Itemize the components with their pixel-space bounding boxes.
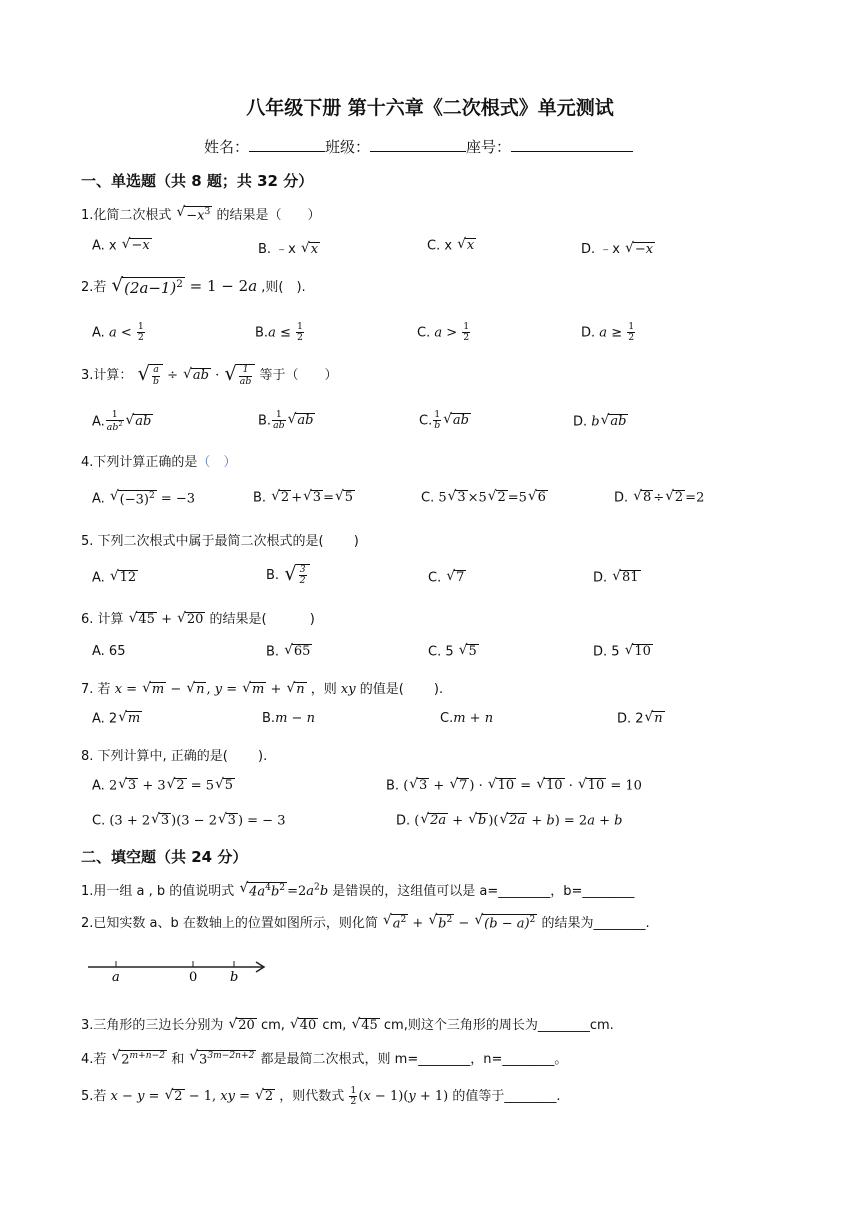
q6-option-b[interactable]: B. √ 65 [266,642,311,660]
label-a: a [112,970,120,985]
q2-option-a[interactable]: A. a < $\frac{1}{2}$ [92,321,144,344]
q2-option-b[interactable]: B.a ≤ $\frac{1}{2}$ [255,321,303,344]
student-info-line [204,136,633,157]
q6-option-a[interactable]: A. 65 [92,644,126,659]
formula: √ $(2a-1)^2$ [111,275,183,298]
q1-option-a[interactable]: A. x √ −x [92,236,150,254]
q7-option-c[interactable]: C.m + n [440,711,494,726]
q5-option-a[interactable]: A. √ 12 [92,568,137,586]
q4-option-a[interactable]: A. √ $(-3)^2$ = −3 [92,488,196,508]
question-7: 7. 若 x = √ m − √ n , y = √ m + √ n ，则 xy 的值是( ). [81,679,444,697]
formula: √ $-x^3$ [176,204,211,224]
q1-option-c[interactable]: C. x √ x [427,236,475,254]
fill-question-1: 1.用一组 a , b 的值说明式 √ $4a^4b^2$ $=2a^2b$ 是错误的，这组值可以是 a=________，b=________ [81,880,635,900]
q4-option-d[interactable]: D. √ 8 ÷ √ 2 =2 [614,488,705,506]
q2-option-d[interactable]: D. a ≥ $\frac{1}{2}$ [581,321,635,344]
q8-option-a[interactable]: A. 2 √ 3 + 3 √ 2 = 5 √ 5 [92,776,234,794]
q4-option-c[interactable]: C. 5 √ 3 ×5 √ 2 =5 √ 6 [421,488,546,506]
q7-option-a[interactable]: A. 2 √ m [92,709,141,727]
q7-option-b[interactable]: B.m − n [262,711,315,726]
name-blank[interactable] [249,137,325,152]
q3-option-d[interactable]: D. b √ ab [573,412,627,430]
label-zero: 0 [189,970,198,985]
question-8: 8. 下列计算中, 正确的是( ). [81,749,268,764]
q5-option-b[interactable]: B. √ $\frac{3}{2}$ [266,564,310,587]
q5-option-d[interactable]: D. √ 81 [593,568,639,586]
question-4: 4.下列计算正确的是（ ） [81,455,237,470]
q1-option-d[interactable]: D. ﹣x √ −x [581,239,654,257]
q3-option-c[interactable]: C. $\frac{1}{b}$ √ ab [419,409,469,432]
number-line-figure [88,955,268,985]
q6-option-d[interactable]: D. 5 √ 10 [593,642,651,660]
q4-option-b[interactable]: B. √ 2 + √ 3 = √ 5 [253,488,353,506]
label-b: b [230,970,239,985]
section-fill-blank: 二、填空题（共 24 分） [81,848,248,866]
class-blank[interactable] [370,137,466,152]
q3-option-a[interactable]: A. $\frac{1}{ab^2}$ √ ab [92,409,152,434]
q5-option-c[interactable]: C. √ 7 [428,568,465,586]
seat-label: 座号： [466,138,512,156]
q8-option-c[interactable]: C. (3 + 2 √ 3 )(3 − 2 √ 3 ) = − 3 [92,811,286,829]
seat-blank[interactable] [511,137,633,152]
question-3: 3.计算： √ $\frac{a}{b}$ ÷ √ ab · √ $\frac{1}{ab}$ 等于（ ） [81,362,338,387]
q8-option-d[interactable]: D. ( √ 2a + √ b )( √ 2a + b) = 2a + b [396,811,623,829]
name-label: 姓名： [204,138,250,156]
question-2: 2.若 √ $(2a-1)^2$ = 1 − 2a ,则( ). [81,275,306,298]
q7-option-d[interactable]: D. 2 √ n [617,709,663,727]
page-title: 八年级下册 第十六章《二次根式》单元测试 [246,97,614,119]
fill-question-5: 5.若 x − y = √ 2 − 1, xy = √ 2 ，则代数式 $\frac{1}{2}$ (x − 1)(y + 1) 的值等于________. [81,1084,561,1107]
fill-question-2: 2.已知实数 a、b 在数轴上的位置如图所示，则化简 √ $a^2$ + √ $b^2$ − √ $(b - a)^2$ 的结果为________. [81,912,650,932]
class-label: 班级： [325,138,371,156]
fill-question-4: 4.若 √ $2^{m+n-2}$ 和 √ $3^{3m-2n+2}$ 都是最简二次根式，则 m=________，n=________。 [81,1048,568,1068]
q6-option-c[interactable]: C. 5 √ 5 [428,642,477,660]
question-5: 5. 下列二次根式中属于最简二次根式的是( ) [81,534,359,549]
section-single-choice: 一、单选题（共 8 题；共 32 分） [81,172,314,190]
question-6: 6. 计算 √ 45 + √ 20 的结果是( ) [81,609,315,627]
q3-option-b[interactable]: B. $\frac{1}{ab}$ √ ab [258,409,314,432]
q2-option-c[interactable]: C. a > $\frac{1}{2}$ [417,321,470,344]
fill-question-3: 3.三角形的三边长分别为 √ 20 cm, √ 40 cm, √ 45 cm,则这个三角形的周长为________cm. [81,1015,614,1033]
q1-option-b[interactable]: B. ﹣x √ x [258,239,319,257]
q8-option-b[interactable]: B. ( √ 3 + √ 7 ) · √ 10 = √ 10 · √ 10 = 10 [386,776,642,794]
question-1: 1.化简二次根式 √ $-x^3$ 的结果是（ ） [81,204,321,224]
